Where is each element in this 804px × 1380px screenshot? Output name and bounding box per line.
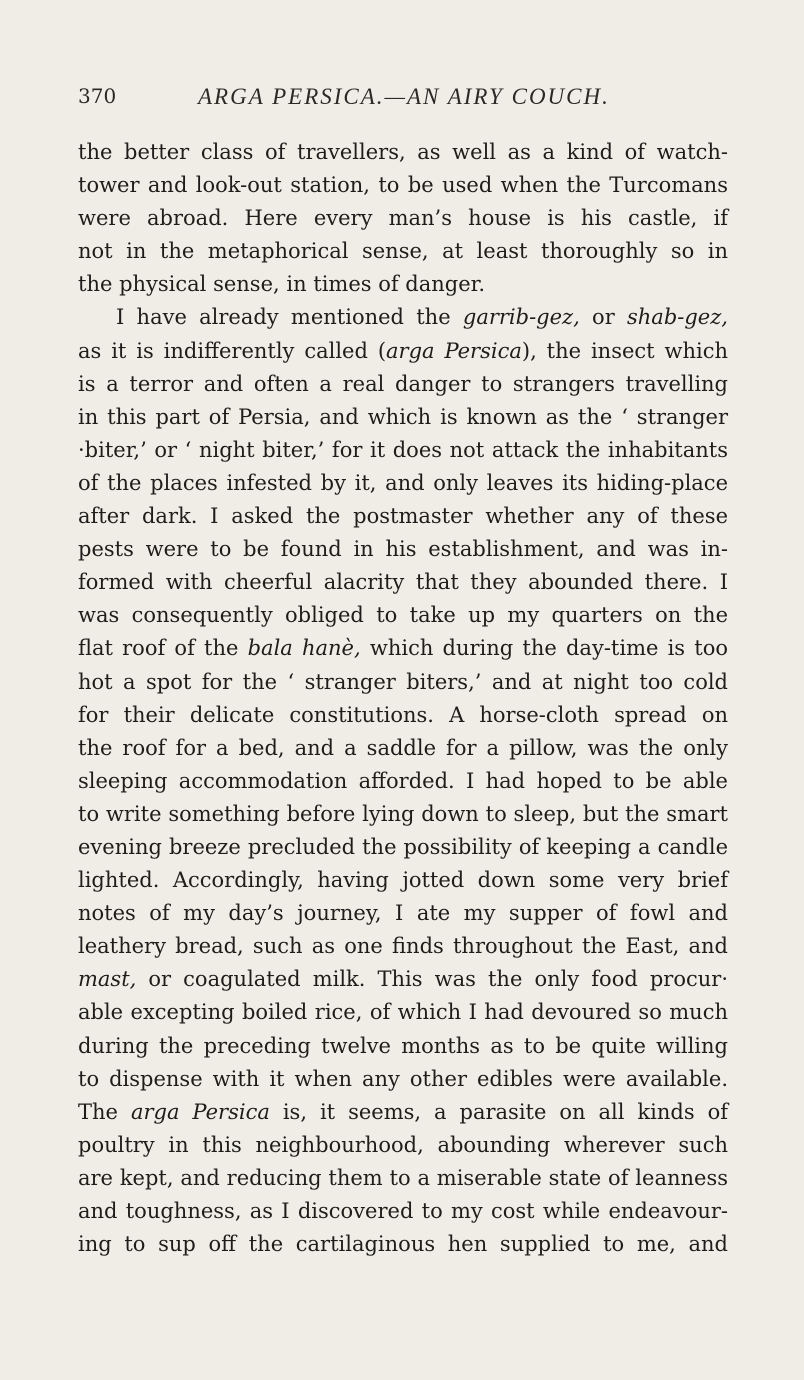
text-run: to write something before lying down to sleep, but the smart <box>78 801 728 826</box>
text-line <box>78 533 728 566</box>
text-run: which during the day-time is too <box>360 636 728 661</box>
text-run: evening breeze precluded the possibility of keeping a candle <box>78 834 728 859</box>
text-line <box>78 268 728 301</box>
italic-text: shab-gez, <box>627 305 728 330</box>
text-run: in this part of Persia, and which is known as the ‘ stranger <box>78 404 728 429</box>
text-line <box>78 434 728 467</box>
text-line <box>78 301 728 334</box>
text-run: poultry in this neighbourhood, abounding wherever such <box>78 1132 728 1157</box>
text-run: ·biter,’ or ‘ night biter,’ for it does not attack the inhabitants <box>78 437 728 462</box>
text-run: formed with cheerful alacrity that they abounded there. I <box>78 570 728 595</box>
italic-text: arga Persica <box>386 338 522 363</box>
text-run: able excepting boiled rice, of which I had devoured so much <box>78 1000 728 1025</box>
text-run: the physical sense, in times of danger. <box>78 272 486 297</box>
text-run: flat roof of the <box>78 636 248 661</box>
text-run: are kept, and reducing them to a miserable state of leanness <box>78 1165 728 1190</box>
text-line <box>78 732 728 765</box>
text-line <box>78 831 728 864</box>
page-header <box>78 84 728 124</box>
text-run: is, it seems, a parasite on all kinds of <box>269 1099 729 1124</box>
text-line <box>78 1162 728 1195</box>
text-run: I have already mentioned the <box>116 305 463 330</box>
text-line <box>78 202 728 235</box>
text-line <box>78 1195 728 1228</box>
text-run: for their delicate constitutions. A horse-cloth spread on <box>78 702 728 727</box>
text-run: lighted. Accordingly, having jotted down some very brief <box>78 868 728 893</box>
text-line <box>78 500 728 533</box>
text-run: and toughness, as I discovered to my cost while endeavour- <box>78 1199 728 1223</box>
text-line <box>78 401 728 434</box>
text-line <box>78 599 728 632</box>
text-line <box>78 798 728 831</box>
text-run: of the places infested by it, and only leaves its hiding-place <box>78 470 728 495</box>
text-run: tower and look-out station, to be used when the Turcomans <box>78 173 728 198</box>
text-run: notes of my day’s journey, I ate my supper of fowl and <box>78 901 728 926</box>
text-run: the roof for a bed, and a saddle for a pillow, was the only <box>78 735 728 760</box>
text-line <box>78 169 728 202</box>
body-text <box>78 136 728 1261</box>
text-run: ing to sup off the cartilaginous hen supplied to me, and <box>78 1232 728 1257</box>
text-line <box>78 1129 728 1162</box>
text-line <box>78 632 728 665</box>
text-line <box>78 765 728 798</box>
text-line <box>78 235 728 268</box>
text-run: to dispense with it when any other edibles were available. <box>78 1066 728 1091</box>
running-head: ARGA PERSICA.—AN AIRY COUCH. <box>198 84 610 109</box>
text-line <box>78 963 728 996</box>
italic-text: arga Persica <box>130 1099 270 1124</box>
text-line <box>78 930 728 963</box>
text-line <box>78 136 728 169</box>
text-line <box>78 335 728 368</box>
text-run: is a terror and often a real danger to strangers travelling <box>78 371 728 396</box>
italic-text: bala hanè, <box>247 636 361 661</box>
page-number: 370 <box>78 84 117 108</box>
text-run: or coagulated milk. This was the only food procur· <box>136 967 728 992</box>
text-line <box>78 1096 728 1129</box>
text-line <box>78 1063 728 1096</box>
text-run: the better class of travellers, as well as a kind of watch- <box>78 140 728 164</box>
text-line <box>78 1030 728 1063</box>
text-run: The <box>78 1099 131 1124</box>
text-line <box>78 897 728 930</box>
text-run: hot a spot for the ‘ stranger biters,’ and at night too cold <box>78 669 728 694</box>
text-line <box>78 368 728 401</box>
text-line <box>78 699 728 732</box>
text-line <box>78 566 728 599</box>
text-run: after dark. I asked the postmaster whether any of these <box>78 504 728 529</box>
text-line <box>78 996 728 1029</box>
text-line <box>78 864 728 897</box>
text-run: pests were to be found in his establishment, and was in- <box>78 537 728 562</box>
text-run: leathery bread, such as one finds throughout the East, and <box>78 934 728 959</box>
italic-text: garrib-gez, <box>462 305 580 330</box>
text-run: as it is indifferently called ( <box>78 338 387 363</box>
text-run: ), the insect which <box>521 338 729 363</box>
text-run: during the preceding twelve months as to be quite willing <box>78 1033 728 1058</box>
text-line <box>78 666 728 699</box>
text-run: sleeping accommodation afforded. I had hoped to be able <box>78 768 728 793</box>
text-line <box>78 1228 728 1261</box>
text-run: not in the metaphorical sense, at least thoroughly so in <box>78 239 728 264</box>
text-run: or <box>579 305 627 330</box>
text-line <box>78 467 728 500</box>
text-run: was consequently obliged to take up my quarters on the <box>78 603 728 628</box>
text-run: were abroad. Here every man’s house is his castle, if <box>78 206 728 231</box>
italic-text: mast, <box>78 967 137 992</box>
